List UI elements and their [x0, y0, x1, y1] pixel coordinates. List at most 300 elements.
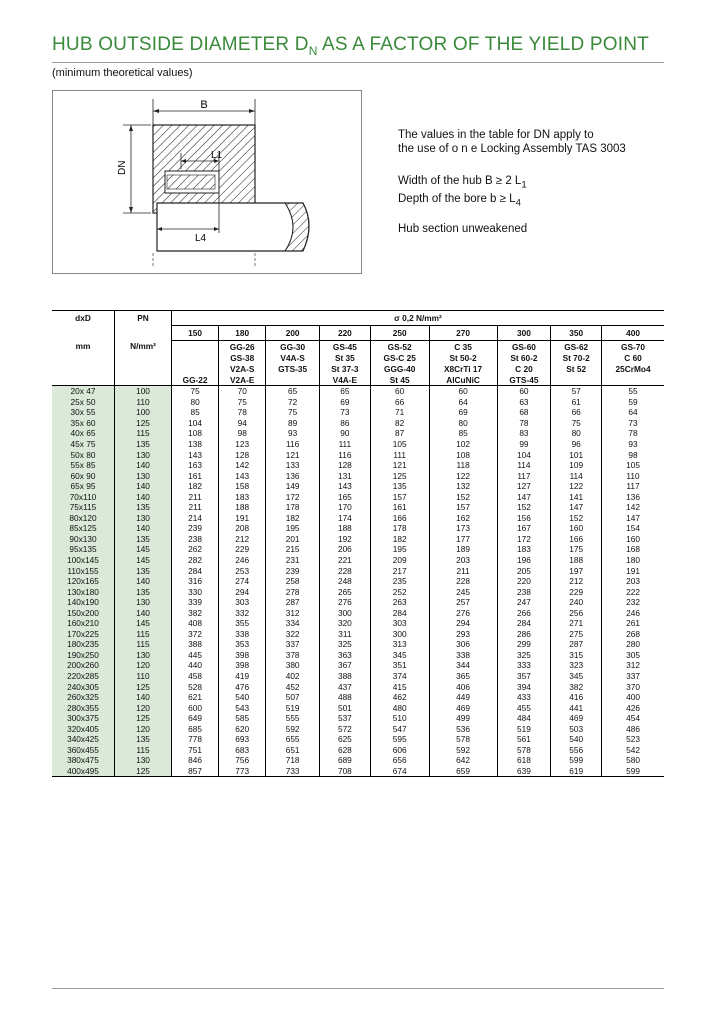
- cell-dn: 123: [219, 439, 266, 450]
- cell-dn: 195: [266, 523, 320, 534]
- dimension-B-label: B: [200, 99, 208, 111]
- cell-dn: 756: [219, 755, 266, 766]
- cell-dn: 178: [266, 502, 320, 513]
- table-row: [52, 576, 664, 587]
- cell-dn: 857: [172, 766, 219, 777]
- cell-dxd: 75x115: [52, 502, 115, 513]
- cell-pn: 115: [115, 428, 172, 439]
- cell-dn: 108: [429, 449, 497, 460]
- cell-dxd: 160x210: [52, 618, 115, 629]
- cell-dn: 415: [370, 681, 429, 692]
- cell-dn: 232: [626, 597, 640, 608]
- cell-dn: 71: [370, 407, 429, 418]
- cell-dn: 689: [319, 755, 370, 766]
- cell-dn: 138: [172, 439, 219, 450]
- cell-dn: 170: [319, 502, 370, 513]
- cell-dn: 388: [172, 639, 219, 650]
- cell-dn: 68: [497, 407, 551, 418]
- cell-dn: 382: [172, 607, 219, 618]
- cell-dn: 628: [319, 745, 370, 756]
- table-row: [52, 755, 664, 766]
- cell-dn: 351: [370, 660, 429, 671]
- cell-dn: 332: [219, 607, 266, 618]
- cell-dxd: 50x 80: [52, 449, 115, 460]
- cell-dn: 484: [497, 713, 551, 724]
- cell-dn: 183: [497, 544, 551, 555]
- cell-pn: 125: [115, 418, 172, 429]
- cell-dn: 83: [497, 428, 551, 439]
- cell-dn: 229: [551, 586, 602, 597]
- cell-dn: 580: [626, 755, 640, 766]
- cell-dn: 105: [370, 439, 429, 450]
- cell-dn: 501: [319, 702, 370, 713]
- cell-dn: 183: [219, 491, 266, 502]
- cell-dxd: 35x 60: [52, 418, 115, 429]
- cell-dn: 133: [266, 460, 320, 471]
- cell-dxd: 25x 50: [52, 397, 115, 408]
- cell-dn: 639: [497, 766, 551, 777]
- cell-dn: 445: [172, 650, 219, 661]
- cell-dn: 205: [497, 565, 551, 576]
- cell-dn: 132: [429, 481, 497, 492]
- cell-dn: 173: [429, 523, 497, 534]
- table-body: [52, 386, 664, 777]
- cell-pn: 115: [115, 629, 172, 640]
- cell-dn: 203: [626, 576, 640, 587]
- cell-dn: 300: [319, 607, 370, 618]
- hub-diameter-table: dxD PN σ 0,2 N/mm² 150 180 200 220 250 270 300 350 400 mm N/mm² GG-26 GG-30 GS-45 GS-52 C 35 GS-60 GS-62 GS-70 GS-38 V4A-S St 35 GS-C 25 St 50-2 St 60-2 St 70-2 C 60 V2A-S GTS-35 St 37-3 GGG-40 X8CrTi 17 C 20 St 52 25CrMo4 GG-22 V2A-E V4A-E St 45 AlCuNiC GTS-45 20x 47 100 75 70 65 65 60 60 60 57 55 25x 50 110 80 75 72 69 66 64 63 61 59 30x 55 100 85 78 75 73 71 69 68 66 64 35x 60 125 104 94 89 86 82 80 78 75 73 40x 65 115 108 98 93 90 87 85 83 80 78 45x 75 135 138 123 116 111 105 102 99 96 93 50x 80 130 143 128 121 116 111 108 104 101 98 55x 85 140 163 142 133 128 121 118 114 109 105 60x 90 130 161 143 136 131 125 122 117 114 110 65x 95 140 182 158 149 143 135 132 127 122 117 70x110 140 211 183 172 165 157 152 147 141 136 75x115 135 211 188 178 170 161 157 152 147 142 80x120 130 214 191 182 174 166 162 156 152 147 85x125 140 239 208 195 188 178 173 167 160 154 90x130 135 238 212 201 192 182 177 172 166 160 95x135 145 262 229 215 206 195 189 183 175 168 100x145 145 282 246 231 221 209 203 196 188 180 110x155 135 284 253 239 228 217 211 205 197 191 120x165 140 316 274 258 248 235 228 220 212 203 130x180 135 330 294 278 265 252 245 238 229 222 140x190 130 339 303 287 276 263 257 247 240 232 150x200 140 382 332 312 300 284 276 266 256 246 160x210 145 408 355 334 320 303 294 284 271 261 170x225 115 372 338 322 311 300 293 286 275 268 180x235 115 388 353 337 325 313 306 299 287 280 190x250 130 445 398 378 363 345 338 325 315 305 200x260 120 440 398 380 367 351 344 333 323 312 220x285 110 458 419 402 388 374 365 357 345 337 240x305 125 528 476 452 437 415 406 394 382 370 260x325 140 621 540 507 488 462 449 433 416 400 280x355 120 600 543 519 501 480 469 455 441 426 300x375 125 649 585 555 537 510 499 484 469 454 320x405 120 685 620 592 572 547 536 519 503 486 340x425 135 778 693 655 625 595 578 561 540 523 360x455 115 751 683 651 628 606 592 578 556 542 380x475 130 846 756 718 689 656 642 618 599 580 400x495 125 857 773 733 708 674 659 639 619 599: [52, 310, 664, 777]
- cell-dn: 157: [370, 491, 429, 502]
- cell-dn: 66: [551, 407, 602, 418]
- cell-dn: 469: [551, 713, 602, 724]
- cell-dn: 191: [219, 513, 266, 524]
- cell-dn: 733: [266, 766, 320, 777]
- cell-dn: 80: [551, 428, 602, 439]
- header-sigma: σ 0,2 N/mm²: [172, 311, 665, 326]
- cell-dxd: 65x 95: [52, 481, 115, 492]
- cell-dn: 75: [266, 407, 320, 418]
- cell-dn: 114: [551, 470, 602, 481]
- cell-dn: 595: [370, 734, 429, 745]
- cell-dn: 214: [172, 513, 219, 524]
- cell-dn: 523: [626, 734, 640, 745]
- table-row: [52, 397, 664, 408]
- cell-dn: 426: [626, 702, 640, 713]
- cell-dn: 276: [429, 607, 497, 618]
- cell-dn: 96: [551, 439, 602, 450]
- cell-dn: 229: [219, 544, 266, 555]
- cell-dn: 274: [219, 576, 266, 587]
- cell-dn: 127: [497, 481, 551, 492]
- cell-dn: 160: [626, 533, 640, 544]
- cell-dn: 547: [370, 724, 429, 735]
- table-row: [52, 671, 664, 682]
- cell-dn: 246: [219, 555, 266, 566]
- cell-dn: 247: [497, 597, 551, 608]
- cell-dn: 157: [429, 502, 497, 513]
- yield-350: 350: [551, 326, 602, 341]
- cell-dn: 416: [551, 692, 602, 703]
- cell-dn: 75: [219, 397, 266, 408]
- cell-dn: 388: [319, 671, 370, 682]
- cell-dn: 280: [626, 639, 640, 650]
- cell-dn: 683: [219, 745, 266, 756]
- cell-dn: 344: [429, 660, 497, 671]
- table-row: [52, 681, 664, 692]
- table-row: [52, 481, 664, 492]
- cell-pn: 135: [115, 534, 172, 545]
- page-title: HUB OUTSIDE DIAMETER $D_N$ AS A FACTOR OF THE YIELD POINT: [52, 34, 649, 58]
- cell-dn: 136: [266, 470, 320, 481]
- cell-pn: 110: [115, 397, 172, 408]
- footer-divider: [52, 988, 664, 989]
- title-divider: [52, 62, 664, 63]
- cell-pn: 130: [115, 470, 172, 481]
- cell-dn: 751: [172, 745, 219, 756]
- cell-dn: 105: [626, 460, 640, 471]
- cell-dn: 311: [319, 629, 370, 640]
- cell-dn: 325: [497, 650, 551, 661]
- cell-dn: 228: [319, 565, 370, 576]
- cell-dn: 203: [429, 555, 497, 566]
- cell-dxd: 120x165: [52, 576, 115, 587]
- hub-cross-section-figure: [52, 90, 362, 274]
- cell-dn: 303: [219, 597, 266, 608]
- cell-pn: 100: [115, 407, 172, 418]
- cell-pn: 140: [115, 607, 172, 618]
- cell-dn: 195: [370, 544, 429, 555]
- cell-dn: 93: [628, 439, 638, 449]
- cell-dn: 378: [266, 650, 320, 661]
- cell-dn: 90: [319, 428, 370, 439]
- cell-dn: 175: [551, 544, 602, 555]
- cell-dn: 209: [370, 555, 429, 566]
- cell-dn: 121: [266, 449, 320, 460]
- cell-pn: 130: [115, 597, 172, 608]
- cell-pn: 130: [115, 513, 172, 524]
- cell-pn: 100: [115, 386, 172, 397]
- cell-dn: 240: [551, 597, 602, 608]
- cell-dn: 406: [429, 681, 497, 692]
- cell-dn: 333: [497, 660, 551, 671]
- cell-dn: 163: [172, 460, 219, 471]
- cell-dn: 125: [370, 470, 429, 481]
- cell-dn: 257: [429, 597, 497, 608]
- cell-dxd: 150x200: [52, 607, 115, 618]
- cell-dn: 693: [219, 734, 266, 745]
- cell-dxd: 100x145: [52, 555, 115, 566]
- cell-dn: 86: [319, 418, 370, 429]
- cell-dn: 284: [172, 565, 219, 576]
- cell-dn: 57: [551, 386, 602, 397]
- cell-pn: 140: [115, 576, 172, 587]
- cell-pn: 145: [115, 544, 172, 555]
- cell-dn: 316: [172, 576, 219, 587]
- cell-dn: 433: [497, 692, 551, 703]
- cell-dn: 231: [266, 555, 320, 566]
- cell-dxd: 200x260: [52, 660, 115, 671]
- cell-dn: 188: [319, 523, 370, 534]
- cell-dn: 191: [626, 565, 640, 576]
- cell-dn: 104: [497, 449, 551, 460]
- cell-dn: 63: [497, 397, 551, 408]
- cell-dn: 89: [266, 418, 320, 429]
- cell-dn: 572: [319, 724, 370, 735]
- cell-dn: 78: [628, 428, 638, 439]
- cell-dn: 449: [429, 692, 497, 703]
- cell-dn: 141: [551, 491, 602, 502]
- cell-dn: 117: [626, 481, 640, 492]
- cell-dn: 382: [551, 681, 602, 692]
- cell-dn: 618: [497, 755, 551, 766]
- cell-dn: 162: [429, 513, 497, 524]
- cell-dn: 69: [429, 407, 497, 418]
- cell-dn: 197: [551, 565, 602, 576]
- cell-pn: 130: [115, 755, 172, 766]
- cell-pn: 140: [115, 460, 172, 471]
- cell-dn: 101: [551, 449, 602, 460]
- cell-dn: 585: [219, 713, 266, 724]
- cell-dn: 621: [172, 692, 219, 703]
- cell-dn: 268: [626, 628, 640, 639]
- cell-dxd: 190x250: [52, 650, 115, 661]
- cell-dxd: 85x125: [52, 523, 115, 534]
- yield-180: 180: [219, 326, 266, 341]
- cell-dn: 165: [319, 491, 370, 502]
- table-row: [52, 513, 664, 524]
- cell-dn: 78: [497, 418, 551, 429]
- cell-dxd: 340x425: [52, 734, 115, 745]
- cell-dn: 116: [319, 449, 370, 460]
- cell-dn: 65: [266, 386, 320, 397]
- yield-220: 220: [319, 326, 370, 341]
- yield-300: 300: [497, 326, 551, 341]
- cell-dn: 599: [602, 766, 664, 777]
- cell-dn: 118: [429, 460, 497, 471]
- cell-dn: 87: [370, 428, 429, 439]
- cell-dn: 462: [370, 692, 429, 703]
- cell-pn: 130: [115, 449, 172, 460]
- cell-dn: 220: [497, 576, 551, 587]
- cell-dn: 480: [370, 702, 429, 713]
- cell-pn: 135: [115, 565, 172, 576]
- cell-dn: 174: [319, 513, 370, 524]
- cell-pn: 135: [115, 586, 172, 597]
- cell-dn: 111: [319, 439, 370, 450]
- cell-dn: 158: [219, 481, 266, 492]
- cell-dn: 454: [626, 713, 640, 724]
- cell-dn: 252: [370, 586, 429, 597]
- cell-dxd: 170x225: [52, 629, 115, 640]
- cell-dn: 196: [497, 555, 551, 566]
- cell-dn: 339: [172, 597, 219, 608]
- cell-dn: 109: [551, 460, 602, 471]
- cell-dn: 143: [219, 470, 266, 481]
- cell-pn: 145: [115, 618, 172, 629]
- cell-dn: 488: [319, 692, 370, 703]
- note-line-1: The values in the table for DN apply to: [398, 129, 594, 141]
- cell-dn: 441: [551, 702, 602, 713]
- cell-dn: 651: [266, 745, 320, 756]
- cell-dn: 261: [626, 618, 640, 629]
- cell-dn: 642: [429, 755, 497, 766]
- cell-dn: 178: [370, 523, 429, 534]
- cell-dn: 537: [319, 713, 370, 724]
- cell-dn: 578: [429, 734, 497, 745]
- note-unweakened: Hub section unweakened: [398, 222, 528, 235]
- cell-dn: 160: [551, 523, 602, 534]
- cell-dn: 108: [172, 428, 219, 439]
- cell-dn: 540: [219, 692, 266, 703]
- cell-dn: 256: [551, 607, 602, 618]
- application-notes: [398, 128, 626, 236]
- cell-dn: 287: [551, 639, 602, 650]
- cell-dn: 149: [266, 481, 320, 492]
- table-row: [52, 491, 664, 502]
- cell-dn: 278: [266, 586, 320, 597]
- cell-dn: 380: [266, 660, 320, 671]
- cell-dn: 258: [266, 576, 320, 587]
- cell-dn: 345: [370, 650, 429, 661]
- cell-dn: 305: [626, 649, 640, 660]
- cell-dn: 217: [370, 565, 429, 576]
- page-subtitle: (minimum theoretical values): [52, 67, 193, 79]
- cell-dn: 172: [497, 534, 551, 545]
- cell-dn: 239: [172, 523, 219, 534]
- cell-dn: 73: [319, 407, 370, 418]
- cell-dn: 253: [219, 565, 266, 576]
- table-row: [52, 565, 664, 576]
- cell-dxd: 95x135: [52, 544, 115, 555]
- cell-dn: 458: [172, 671, 219, 682]
- cell-dn: 507: [266, 692, 320, 703]
- cell-dxd: 130x180: [52, 586, 115, 597]
- cell-dn: 143: [319, 481, 370, 492]
- cell-dn: 75: [172, 386, 219, 397]
- cell-dxd: 80x120: [52, 513, 115, 524]
- cell-dxd: 380x475: [52, 755, 115, 766]
- yield-270: 270: [429, 326, 497, 341]
- cell-dxd: 60x 90: [52, 470, 115, 481]
- note-depth: Depth of the bore $b \ge L_4$: [398, 193, 521, 209]
- cell-dxd: 140x190: [52, 597, 115, 608]
- cell-dn: 82: [370, 418, 429, 429]
- dimension-L1-label: L1: [211, 150, 223, 161]
- cell-dn: 93: [266, 428, 320, 439]
- cell-dn: 59: [628, 396, 638, 407]
- cell-dn: 172: [266, 491, 320, 502]
- cell-dn: 136: [626, 491, 640, 502]
- note-line-2: the use of o n e Locking Assembly TAS 3003: [398, 143, 626, 155]
- dimension-L4-label: L4: [195, 233, 207, 244]
- cell-dn: 215: [266, 544, 320, 555]
- cell-dn: 325: [319, 639, 370, 650]
- cell-dn: 99: [497, 439, 551, 450]
- header-pn: PN: [115, 311, 172, 326]
- hub-diagram: [53, 91, 361, 273]
- cell-dn: 773: [219, 766, 266, 777]
- cell-dn: 65: [319, 386, 370, 397]
- cell-dn: 188: [219, 502, 266, 513]
- cell-dn: 625: [319, 734, 370, 745]
- table-row: [52, 407, 664, 418]
- cell-dn: 486: [626, 723, 640, 734]
- cell-dn: 592: [429, 745, 497, 756]
- cell-dn: 222: [626, 586, 640, 597]
- cell-dn: 778: [172, 734, 219, 745]
- cell-dxd: 55x 85: [52, 460, 115, 471]
- table-row: [52, 523, 664, 534]
- cell-dn: 543: [219, 702, 266, 713]
- table-row: [52, 544, 664, 555]
- cell-dn: 102: [429, 439, 497, 450]
- cell-dn: 167: [497, 523, 551, 534]
- cell-dxd: 110x155: [52, 565, 115, 576]
- table-row: [52, 502, 664, 513]
- cell-dn: 606: [370, 745, 429, 756]
- cell-dn: 312: [266, 607, 320, 618]
- cell-dn: 122: [429, 470, 497, 481]
- cell-dn: 519: [266, 702, 320, 713]
- cell-dn: 239: [266, 565, 320, 576]
- cell-dn: 188: [551, 555, 602, 566]
- cell-dxd: 180x235: [52, 639, 115, 650]
- cell-dn: 221: [319, 555, 370, 566]
- cell-dn: 156: [497, 513, 551, 524]
- cell-dn: 166: [370, 513, 429, 524]
- cell-pn: 145: [115, 555, 172, 566]
- cell-dn: 561: [497, 734, 551, 745]
- cell-pn: 140: [115, 491, 172, 502]
- cell-dn: 131: [319, 470, 370, 481]
- yield-200: 200: [266, 326, 320, 341]
- cell-dn: 212: [551, 576, 602, 587]
- cell-dn: 235: [370, 576, 429, 587]
- cell-dn: 121: [370, 460, 429, 471]
- cell-pn: 120: [115, 724, 172, 735]
- cell-dn: 402: [266, 671, 320, 682]
- cell-dn: 540: [551, 734, 602, 745]
- table-row: [52, 734, 664, 745]
- cell-dn: 330: [172, 586, 219, 597]
- cell-dxd: 220x285: [52, 671, 115, 682]
- cell-dn: 528: [172, 681, 219, 692]
- cell-pn: 115: [115, 745, 172, 756]
- cell-dn: 263: [370, 597, 429, 608]
- cell-dn: 315: [551, 650, 602, 661]
- table-row: [52, 702, 664, 713]
- cell-dn: 659: [429, 766, 497, 777]
- cell-dn: 85: [429, 428, 497, 439]
- cell-dn: 114: [497, 460, 551, 471]
- cell-dn: 337: [626, 671, 640, 682]
- cell-dn: 600: [172, 702, 219, 713]
- cell-dn: 142: [219, 460, 266, 471]
- cell-dn: 147: [497, 491, 551, 502]
- cell-dn: 152: [429, 491, 497, 502]
- cell-dn: 503: [551, 724, 602, 735]
- cell-dn: 60: [429, 386, 497, 397]
- cell-dn: 374: [370, 671, 429, 682]
- table-row: [52, 470, 664, 481]
- cell-dn: 519: [497, 724, 551, 735]
- table-row: [52, 418, 664, 429]
- cell-dn: 61: [551, 397, 602, 408]
- yield-250: 250: [370, 326, 429, 341]
- cell-pn: 110: [115, 671, 172, 682]
- cell-dn: 152: [497, 502, 551, 513]
- cell-dn: 323: [551, 660, 602, 671]
